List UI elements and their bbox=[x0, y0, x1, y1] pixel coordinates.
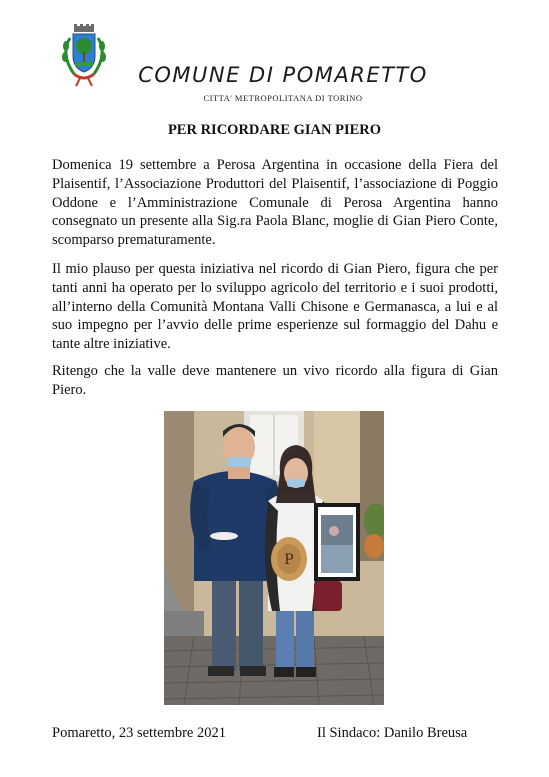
place-and-date: Pomaretto, 23 settembre 2021 bbox=[52, 725, 226, 741]
municipal-crest-icon bbox=[52, 24, 116, 88]
municipality-title: COMUNE DI POMARETTO bbox=[138, 63, 428, 87]
paragraph-2: Il mio plauso per questa iniziativa nel ricordo di Gian Piero, figura che per tanti anni ha operato per lo sviluppo agricolo del territorio e i suoi prodotti, all’interno della Comunità Montana Valli Chisone e Germanasca, a lui e al suo impegno per l’avvio delle prime esperienze sul formaggio del Dahu e tante altre iniziative. bbox=[52, 261, 498, 353]
municipality-subtitle: CITTA' METROPOLITANA DI TORINO bbox=[203, 93, 363, 103]
event-photo bbox=[164, 411, 384, 705]
paragraph-1: Domenica 19 settembre a Perosa Argentina in occasione della Fiera del Plaisentif, l’Associazione Produttori del Plaisentif, l’associazione di Poggio Oddone e l’Amministrazione Comunale di Perosa Argentina hanno consegnato un presente alla Sig.ra Paola Blanc, moglie di Gian Piero Conte, scomparso prematuramente. bbox=[52, 157, 498, 249]
paragraph-3: Ritengo che la valle deve mantenere un vivo ricordo alla figura di Gian Piero. bbox=[52, 363, 498, 398]
document-heading: PER RICORDARE GIAN PIERO bbox=[167, 122, 382, 138]
mayor-signature: Il Sindaco: Danilo Breusa bbox=[317, 725, 468, 741]
svg-text:P: P bbox=[284, 552, 294, 568]
